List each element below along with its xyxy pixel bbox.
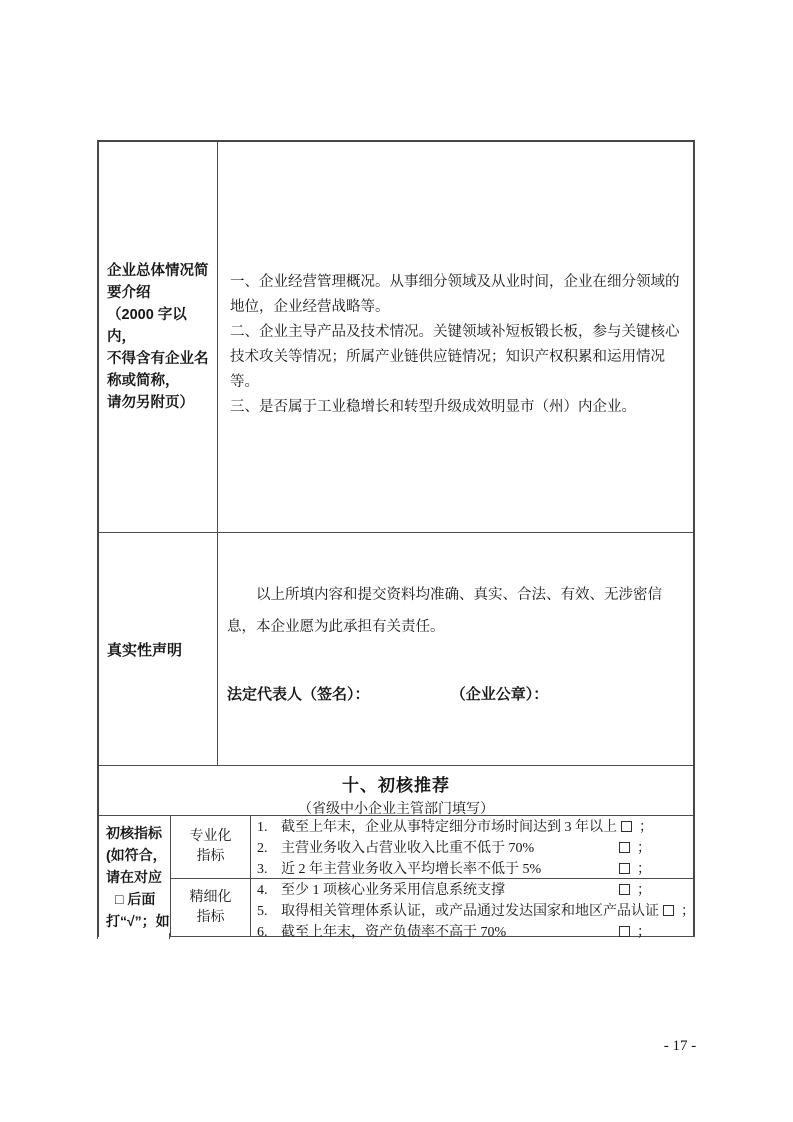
refinement-items-cell	[251, 879, 695, 940]
specialization-items-cell	[251, 816, 695, 879]
criteria-label-line: (如符合，	[106, 847, 167, 863]
group-label-line: 指标	[196, 909, 225, 925]
authenticity-content-cell	[218, 533, 693, 765]
overview-row	[99, 142, 693, 532]
item-suffix: ；	[639, 820, 653, 835]
item-number: 4.	[257, 883, 268, 898]
checkbox-icon	[621, 821, 632, 832]
criteria-item	[257, 817, 695, 838]
application-form-table	[97, 140, 695, 940]
item-text: 至少 1 项核心业务采用信息系统支撑	[281, 883, 505, 898]
overview-paragraph: 三、是否属于工业稳增长和转型升级成效明显市（州）内企业。	[230, 399, 636, 415]
item-text: 主营业务收入占营业收入比重不低于 70%	[281, 841, 535, 856]
legal-representative-signature-label: 法定代表人（签名）：	[227, 686, 370, 703]
item-suffix: ；	[637, 862, 651, 877]
overview-content-cell	[218, 142, 693, 532]
item-number: 1.	[257, 820, 268, 835]
page-number: - 17 -	[663, 1038, 697, 1054]
overview-label-line: 请勿另附页）	[107, 395, 194, 411]
authenticity-label-cell	[99, 533, 218, 765]
overview-label-line: 企业总体情况简要介绍	[107, 263, 209, 301]
item-suffix: ；	[637, 883, 651, 898]
criteria-label-line: □ 后面	[115, 891, 156, 907]
group-label-line: 精细化	[189, 889, 232, 905]
item-suffix: ；	[681, 904, 695, 919]
criteria-item	[257, 880, 695, 901]
criteria-label-line: 请在对应	[106, 869, 162, 885]
authenticity-row	[99, 532, 693, 765]
item-text: 截至上年末，企业从事特定细分市场时间达到 3 年以上	[281, 820, 617, 835]
checkbox-icon	[619, 926, 630, 937]
overview-label-cell	[99, 142, 218, 532]
item-suffix: ；	[637, 841, 651, 856]
criteria-row-label-cell	[99, 816, 171, 937]
review-section-title: 十、初核推荐	[342, 776, 450, 795]
page-break-line	[97, 933, 98, 939]
criteria-label-line: 初核指标	[106, 825, 162, 841]
item-number: 5.	[257, 904, 268, 919]
criteria-item	[257, 901, 695, 922]
item-suffix: ；	[637, 925, 651, 940]
criteria-item	[257, 838, 695, 859]
checkbox-icon	[619, 884, 630, 895]
checkbox-icon	[619, 842, 630, 853]
overview-label-line: （2000 字以内，	[107, 307, 187, 345]
item-number: 3.	[257, 862, 268, 877]
overview-paragraph: 一、企业经营管理概况。从事细分领域及从业时间，企业在细分领域的地位，企业经营战略等。	[230, 274, 680, 315]
criteria-table	[99, 815, 695, 940]
signature-line	[227, 683, 679, 704]
authenticity-label: 真实性声明	[107, 641, 183, 659]
item-number: 2.	[257, 841, 268, 856]
review-section-header	[99, 765, 693, 815]
checkbox-icon	[619, 863, 630, 874]
review-section-subtitle: （省级中小企业主管部门填写）	[298, 802, 494, 815]
item-number: 6.	[257, 925, 268, 940]
overview-paragraph: 二、企业主导产品及技术情况。关键领域补短板锻长板，参与关键核心技术攻关等情况；所属产业链供应链情况；知识产权积累和运用情况等。	[230, 324, 680, 390]
page-break-line	[169, 933, 170, 939]
authenticity-statement: 以上所填内容和提交资料均准确、真实、合法、有效、无涉密信息，本企业愿为此承担有关责任。	[227, 587, 662, 635]
item-text: 近 2 年主营业务收入平均增长率不低于 5%	[281, 862, 542, 877]
group-label-line: 专业化	[189, 829, 232, 844]
criteria-label-line: 打“√”；如	[106, 913, 170, 929]
specialization-group-label	[171, 816, 251, 879]
company-seal-label: （企业公章）：	[450, 686, 549, 703]
item-text: 取得相关管理体系认证，或产品通过发达国家和地区产品认证	[281, 904, 659, 919]
checkbox-icon	[663, 905, 674, 916]
overview-label-line: 不得含有企业名称或简称，	[107, 351, 209, 389]
item-text: 截至上年末，资产负债率不高于 70%	[281, 925, 507, 940]
criteria-item	[257, 859, 695, 880]
group-label-line: 指标	[196, 849, 225, 864]
criteria-item	[257, 922, 695, 943]
refinement-group-label	[171, 879, 251, 937]
